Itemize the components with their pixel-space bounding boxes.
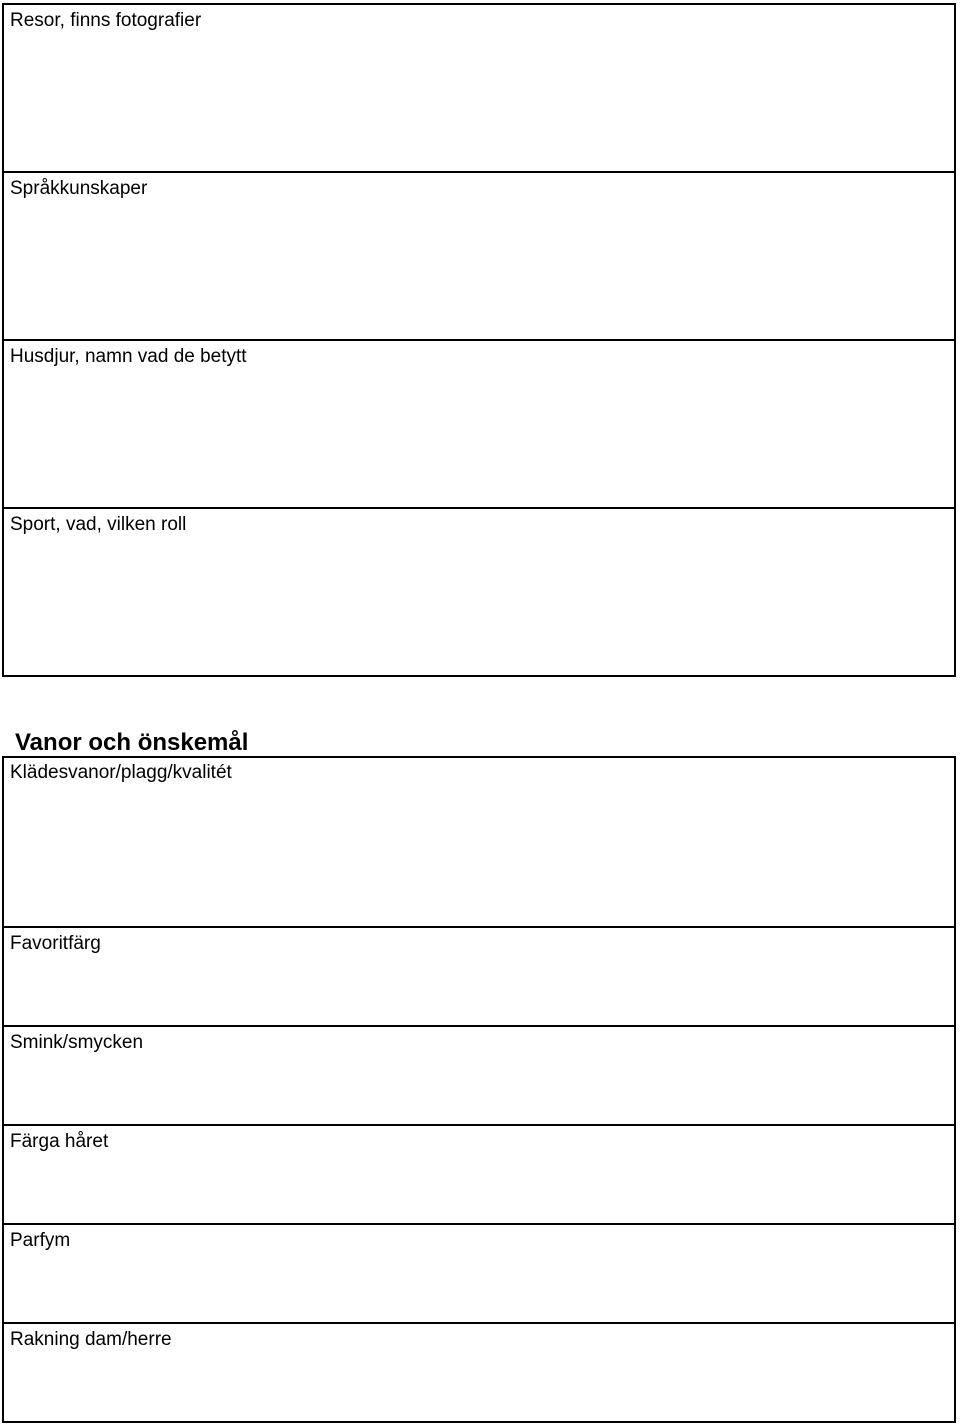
- field-label: Sport, vad, vilken roll: [10, 514, 187, 535]
- field-favoritfarg[interactable]: [4, 926, 954, 1025]
- field-label: Resor, finns fotografier: [10, 10, 202, 31]
- field-label: Färga håret: [10, 1131, 109, 1152]
- field-husdjur[interactable]: [4, 339, 954, 507]
- field-sprakkunskaper[interactable]: [4, 171, 954, 339]
- field-farga-haret[interactable]: [4, 1124, 954, 1223]
- field-rakning[interactable]: [4, 1322, 954, 1421]
- field-sport[interactable]: [4, 507, 954, 675]
- field-parfym[interactable]: [4, 1223, 954, 1322]
- field-label: Klädesvanor/plagg/kvalitét: [10, 762, 232, 783]
- field-label: Språkkunskaper: [10, 178, 148, 199]
- field-label: Favoritfärg: [10, 933, 101, 954]
- form-table-personal: [2, 3, 956, 677]
- form-table-vanor: [2, 756, 956, 1423]
- field-smink-smycken[interactable]: [4, 1025, 954, 1124]
- field-label: Smink/smycken: [10, 1032, 144, 1053]
- field-resor[interactable]: [4, 5, 954, 171]
- section-heading-vanor: Vanor och önskemål: [15, 729, 249, 756]
- field-label: Parfym: [10, 1230, 71, 1251]
- field-label: Rakning dam/herre: [10, 1329, 172, 1350]
- field-kladesvanor[interactable]: [4, 758, 954, 926]
- field-label: Husdjur, namn vad de betytt: [10, 346, 247, 367]
